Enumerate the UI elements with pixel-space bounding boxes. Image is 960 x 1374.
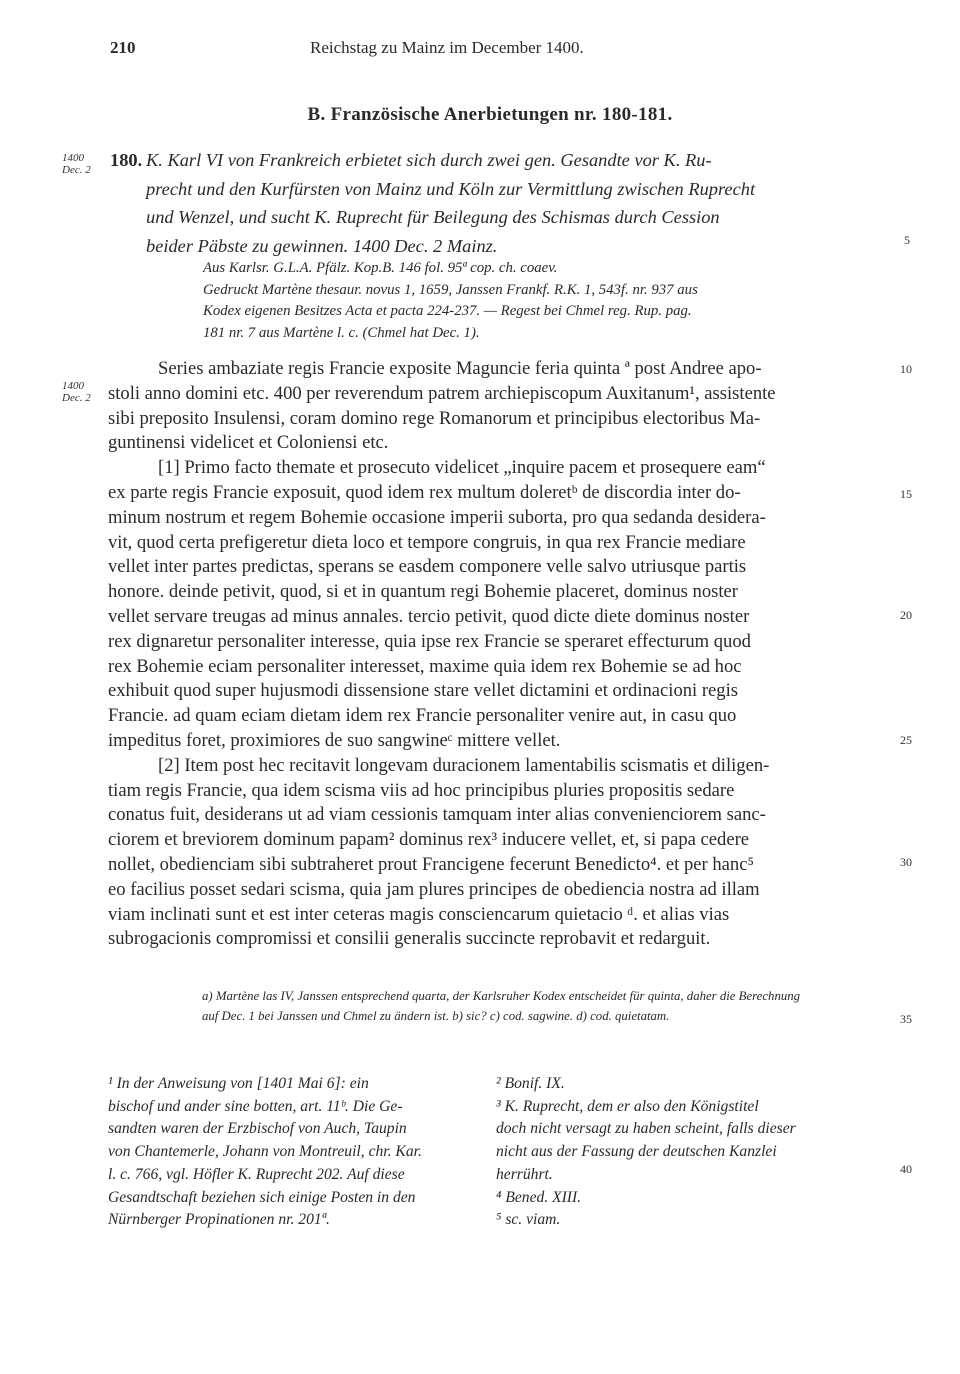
apparatus-line: a) Martène las IV, Janssen entsprechend quarta, der Karlsruher Kodex entscheidet für quinta, daher die Berechnung [202, 989, 801, 1003]
footnote-line: l. c. 766, vgl. Höfler K. Ruprecht 202. Auf diese [108, 1165, 405, 1183]
text-line: conatus fuit, desiderans ut ad viam cessionis tamquam inter alias convenienciorem sanc- [108, 804, 766, 826]
regest-line: 180. K. Karl VI von Frankreich erbietet sich durch zwei gen. Gesandte vor K. Ru- [110, 146, 868, 175]
source-line: Kodex eigenen Besitzes Acta et pacta 224-237. — Regest bei Chmel reg. Rup. pag. [203, 303, 692, 320]
margin-year: 1400 [62, 152, 84, 164]
footnote-line: ⁵ sc. viam. [496, 1211, 561, 1229]
section-title: B. Französische Anerbietungen nr. 180-181. [307, 104, 673, 125]
footnotes-left-column [108, 1073, 474, 1232]
text-line: stoli anno domini etc. 400 per reverendum patrem archiepiscopum Auxitanum¹, assistente [108, 382, 776, 404]
main-text [108, 357, 865, 952]
footnote-line: nicht aus der Fassung der deutschen Kanzlei [496, 1143, 777, 1161]
text-line: nollet, obedienciam sibi subtraheret prout Francigene fecerunt Benedicto⁴. et per hanc⁵ [108, 853, 754, 875]
regest-line: beider Päbste zu gewinnen. 1400 Dec. 2 Mainz. [146, 235, 498, 256]
text-line: exhibuit quod super hujusmodi dissensione stare vellet dictamini et ordinacioni regis [108, 680, 738, 702]
text-line: vellet servare treugas ad minus annales. tercio petivit, quod dicte diete dominus noster [108, 605, 750, 627]
document-number: 180. [110, 150, 143, 170]
footnote-line: sandten waren der Erzbischof von Auch, Taupin [108, 1120, 407, 1138]
footnote-line: herrührt. [496, 1165, 553, 1183]
running-title: Reichstag zu Mainz im December 1400. [310, 38, 584, 57]
margin-year: 1400 [62, 380, 84, 392]
regest-line: und Wenzel, und sucht K. Ruprecht für Beilegung des Schismas durch Cession [146, 207, 720, 228]
source-line: Aus Karlsr. G.L.A. Pfälz. Kop.B. 146 fol. 95ª cop. ch. coaev. [203, 260, 558, 276]
apparatus-line: auf Dec. 1 bei Janssen und Chmel zu ändern ist. b) sic? c) cod. sagwine. d) cod. quietatam. [202, 1009, 670, 1023]
footnote-line: bischof und ander sine botten, art. 11ᵇ. Die Ge- [108, 1097, 403, 1115]
line-number: 5 [904, 233, 910, 247]
text-line: [2] Item post hec recitavit longevam duracionem lamentabilis scismatis et diligen- [158, 754, 770, 776]
running-head [110, 38, 870, 62]
footnote-line: ⁴ Bened. XIII. [496, 1188, 582, 1206]
text-line: subrogacionis compromissi et consilii generalis succincte reprobavit et redarguit. [108, 928, 711, 950]
footnote-line: ¹ In der Anweisung von [1401 Mai 6]: ein [108, 1075, 369, 1092]
text-line: vellet inter partes predictas, sperans se easdem componere velle salvo utriusque partis [108, 556, 747, 578]
source-notes [203, 258, 868, 344]
text-line: tiam regis Francie, qua idem scisma viis ad hoc principibus pluries propositis sedare [108, 779, 735, 801]
text-line: ciorem et breviorem dominum papam² dominus rex³ inducere vellet, et, si papa cedere [108, 829, 750, 851]
text-line: minum nostrum et regem Bohemie occasione imperii suborta, pro qua sedanda desidera- [108, 506, 766, 528]
text-line: ex parte regis Francie exposuit, quod idem rex multum doleretᵇ de discordia inter do- [108, 481, 741, 503]
critical-apparatus [202, 986, 872, 1026]
line-number: 10 [900, 362, 912, 376]
text-line: viam inclinati sunt et est inter ceteras magis consciencarum quietacio ᵈ. et alias vias [108, 903, 730, 925]
line-number: 35 [900, 1012, 912, 1026]
line-number: 20 [900, 608, 912, 622]
regest-line: precht und den Kurfürsten von Mainz und Köln zur Vermittlung zwischen Ruprecht [146, 178, 756, 199]
footnotes-right-column [496, 1073, 866, 1232]
footnote-line: Gesandtschaft beziehen sich einige Posten in den [108, 1188, 416, 1206]
footnote-line: Nürnberger Propinationen nr. 201ª. [108, 1211, 330, 1229]
text-line: rex dignaretur personaliter interesse, quia ipse rex Francie se speraret effecturum quod [108, 630, 751, 652]
text-line: sibi preposito Insulensi, coram domino rege Romanorum et principibus electoribus Ma- [108, 407, 761, 429]
footnote-line: ³ K. Ruprecht, dem er also den Königstitel [496, 1097, 759, 1115]
line-number: 40 [900, 1162, 912, 1176]
line-number: 30 [900, 855, 912, 869]
margin-day: Dec. 2 [62, 164, 91, 176]
footnote-line: von Chantemerle, Johann von Montreuil, chr. Kar. [108, 1143, 422, 1161]
text-line: Series ambaziate regis Francie exposite Maguncie feria quinta ª post Andree apo- [158, 358, 762, 379]
footnote-line: doch nicht versagt zu haben scheint, falls dieser [496, 1120, 796, 1138]
footnote-line: ² Bonif. IX. [496, 1075, 565, 1092]
document-regest [110, 146, 868, 260]
line-number: 25 [900, 733, 912, 747]
margin-day: Dec. 2 [62, 392, 91, 404]
text-line: guntinensi videlicet et Coloniensi etc. [108, 432, 389, 454]
source-line: 181 nr. 7 aus Martène l. c. (Chmel hat Dec. 1). [203, 324, 480, 341]
text-line: [1] Primo facto themate et prosecuto videlicet „inquire pacem et prosequere eam“ [158, 457, 766, 479]
text-line: honore. deinde petivit, quod, si et in quantum regi Bohemie placeret, dominus noster [108, 581, 738, 603]
text-line: Francie. ad quam eciam dietam idem rex Francie personaliter venire aut, in casu quo [108, 705, 737, 727]
text-line: impeditus foret, proximiores de suo sangwineᶜ mittere vellet. [108, 729, 561, 751]
regest-margin-date [62, 152, 91, 176]
source-line: Gedruckt Martène thesaur. novus 1, 1659, Janssen Frankf. R.K. 1, 543f. nr. 937 aus [203, 281, 698, 298]
line-number: 15 [900, 487, 912, 501]
text-line: vit, quod certa prefigeretur dieta loco et tempore congruis, in qua rex Francie mediare [108, 531, 746, 553]
page-number: 210 [110, 38, 136, 57]
text-line: rex Bohemie eciam personaliter interesset, maxime quia idem rex Bohemie se ad hoc [108, 655, 742, 677]
text-margin-date [62, 380, 91, 404]
text-line: eo facilius posset sedari scisma, quia jam plures principes de obediencia nostra ad illam [108, 878, 760, 900]
